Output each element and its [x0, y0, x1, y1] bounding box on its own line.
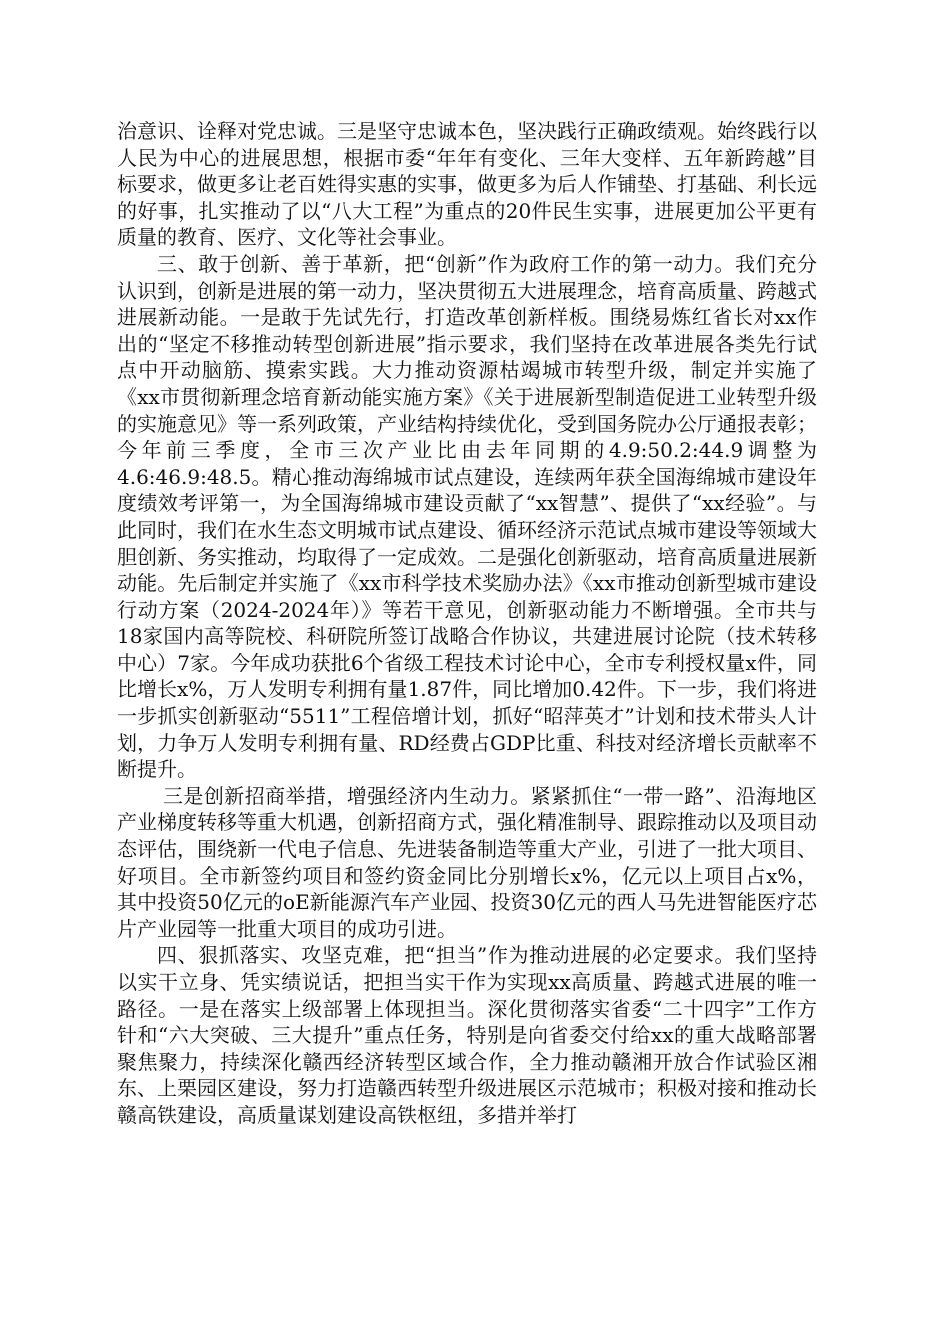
document-body: [117, 118, 817, 1129]
paragraph-continuation: 治意识、诠释对党忠诚。三是坚守忠诚本色，坚决践行正确政绩观。始终践行以人民为中心的进展思想，根据市委“年年有变化、三年大变样、五年新跨越”目标要求，做更多让老百姓得实惠的实事，做更多为后人作铺垫、打基础、利长远的好事，扎实推动了以“八大工程”为重点的20件民生实事，进展更加公平更有质量的教育、医疗、文化等社会事业。: [117, 119, 817, 250]
paragraph-implementation: 四、狠抓落实、攻坚克难，把“担当”作为推动进展的必定要求。我们坚持以实干立身、凭实绩说话，把担当实干作为实现xx高质量、跨越式进展的唯一路径。一是在落实上级部署上体现担当。深化贯彻落实省委“二十四字”工作方针和“六大突破、三大提升”重点任务，特别是向省委交付给xx的重大战略部署聚焦聚力，持续深化赣西经济转型区域合作，全力推动赣湘开放合作试验区湘东、上栗园区建设，努力打造赣西转型升级进展区示范城市；积极对接和推动长赣高铁建设，高质量谋划建设高铁枢纽，多措并举打: [117, 943, 817, 1127]
paragraph-investment: 三是创新招商举措，增强经济内生动力。紧紧抓住“一带一路”、沿海地区产业梯度转移等重大机遇，创新招商方式，强化精准制导、跟踪推动以及项目动态评估，围绕新一代电子信息、先进装备制造等重大产业，引进了一批大项目、好项目。全市新签约项目和签约资金同比分别增长x%，亿元以上项目占x%，其中投资50亿元的oE新能源汽车产业园、投资30亿元的西人马先进智能医疗芯片产业园等一批重大项目的成功引进。: [117, 783, 817, 941]
paragraph-innovation: 三、敢于创新、善于革新，把“创新”作为政府工作的第一动力。我们充分认识到，创新是进展的第一动力，坚决贯彻五大进展理念，培育高质量、跨越式进展新动能。一是敢于先试先行，打造改革创新样板。围绕易炼红省长对xx作出的“坚定不移推动转型创新进展”指示要求，我们坚持在改革进展各类先行试点中开动脑筋、摸索实践。大力推动资源枯竭城市转型升级，制定并实施了《xx市贯彻新理念培育新动能实施方案》《关于进展新型制造促进工业转型升级的实施意见》等一系列政策，产业结构持续优化，受到国务院办公厅通报表彰；今年前三季度，全市三次产业比由去年同期的4.9:50.2:44.9调整为4.6:46.9:48.5。精心推动海绵城市试点建设，连续两年获全国海绵城市建设年度绩效考评第一，为全国海绵城市建设贡献了“xx智慧”、提供了“xx经验”。与此同时，我们在水生态文明城市试点建设、循环经济示范试点城市建设等领域大胆创新、务实推动，均取得了一定成效。二是强化创新驱动，培育高质量进展新动能。先后制定并实施了《xx市科学技术奖励办法》《xx市推动创新型城市建设行动方案（2024-2024年）》等若干意见，创新驱动能力不断增强。全市共与18家国内高等院校、科研院所签订战略合作协议，共建进展讨论院（技术转移中心）7家。今年成功获批6个省级工程技术讨论中心，全市专利授权量x件，同比增长x%，万人发明专利拥有量1.87件，同比增加0.42件。下一步，我们将进一步抓实创新驱动“5511”工程倍增计划，抓好“昭萍英才”计划和技术带头人计划，力争万人发明专利拥有量、RD经费占GDP比重、科技对经济增长贡献率不断提升。: [117, 251, 817, 782]
